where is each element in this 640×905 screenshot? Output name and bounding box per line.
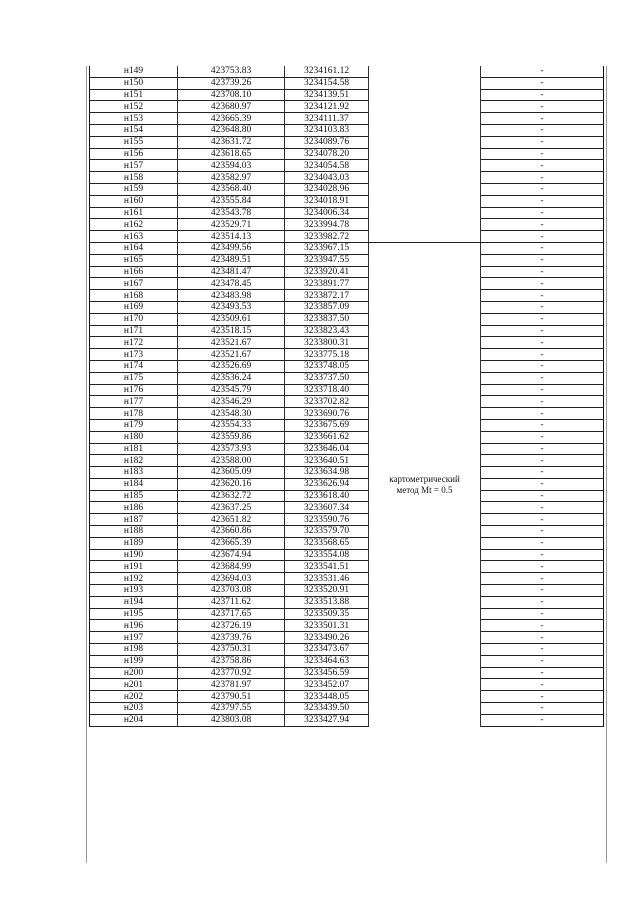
table-row [90,124,604,136]
right-border-line [606,66,607,863]
x-coordinate-cell: 423726.19 [178,620,285,632]
x-coordinate-cell: 423674.94 [178,549,285,561]
method-label-line2: метод Mt = 0.5 [396,484,453,495]
x-coordinate-cell: 423632.72 [178,490,285,502]
table-row [90,77,604,89]
accuracy-cell: - [481,278,604,290]
accuracy-cell: - [481,101,604,113]
y-coordinate-cell: 3233661.62 [285,431,369,443]
x-coordinate-cell: 423770.92 [178,667,285,679]
x-coordinate-cell: 423548.30 [178,408,285,420]
y-coordinate-cell: 3233607.34 [285,502,369,514]
table-row [90,714,604,726]
point-name-cell: н178 [90,408,178,420]
point-name-cell: н153 [90,113,178,125]
accuracy-cell: - [481,66,604,77]
x-coordinate-cell: 423555.84 [178,195,285,207]
point-name-cell: н161 [90,207,178,219]
table-row [90,396,604,408]
point-name-cell: н171 [90,325,178,337]
table-row [90,136,604,148]
point-name-cell: н152 [90,101,178,113]
point-name-cell: н170 [90,313,178,325]
x-coordinate-cell: 423509.61 [178,313,285,325]
y-coordinate-cell: 3233456.59 [285,667,369,679]
table-row [90,337,604,349]
x-coordinate-cell: 423781.97 [178,679,285,691]
table-row [90,620,604,632]
point-name-cell: н191 [90,561,178,573]
table-row [90,514,604,526]
x-coordinate-cell: 423573.93 [178,443,285,455]
accuracy-cell: - [481,691,604,703]
x-coordinate-cell: 423803.08 [178,714,285,726]
accuracy-cell: - [481,372,604,384]
coordinates-table [89,66,604,727]
y-coordinate-cell: 3233857.09 [285,301,369,313]
y-coordinate-cell: 3233501.31 [285,620,369,632]
point-name-cell: н187 [90,514,178,526]
point-name-cell: н160 [90,195,178,207]
accuracy-cell: - [481,596,604,608]
point-name-cell: н177 [90,396,178,408]
table-row [90,101,604,113]
table-row [90,585,604,597]
accuracy-cell: - [481,195,604,207]
table-row [90,455,604,467]
table-row [90,372,604,384]
table-row [90,408,604,420]
y-coordinate-cell: 3234154.58 [285,77,369,89]
accuracy-cell: - [481,148,604,160]
table-row [90,148,604,160]
accuracy-cell: - [481,219,604,231]
y-coordinate-cell: 3234006.34 [285,207,369,219]
accuracy-cell: - [481,408,604,420]
point-name-cell: н163 [90,231,178,243]
accuracy-cell: - [481,396,604,408]
point-name-cell: н200 [90,667,178,679]
table-row [90,526,604,538]
accuracy-cell: - [481,242,604,254]
table-row [90,360,604,372]
x-coordinate-cell: 423521.67 [178,349,285,361]
point-name-cell: н176 [90,384,178,396]
y-coordinate-cell: 3234121.92 [285,101,369,113]
point-name-cell: н186 [90,502,178,514]
y-coordinate-cell: 3233464.63 [285,655,369,667]
x-coordinate-cell: 423499.56 [178,242,285,254]
y-coordinate-cell: 3233702.82 [285,396,369,408]
y-coordinate-cell: 3233579.70 [285,526,369,538]
accuracy-cell: - [481,478,604,490]
accuracy-cell: - [481,349,604,361]
table-row [90,561,604,573]
y-coordinate-cell: 3233737.50 [285,372,369,384]
table-row [90,655,604,667]
point-name-cell: н175 [90,372,178,384]
point-name-cell: н172 [90,337,178,349]
y-coordinate-cell: 3234078.20 [285,148,369,160]
accuracy-cell: - [481,183,604,195]
point-name-cell: н202 [90,691,178,703]
y-coordinate-cell: 3234089.76 [285,136,369,148]
x-coordinate-cell: 423594.03 [178,160,285,172]
table-row [90,419,604,431]
table-row [90,608,604,620]
x-coordinate-cell: 423536.24 [178,372,285,384]
accuracy-cell: - [481,77,604,89]
method-cell [369,242,481,726]
point-name-cell: н162 [90,219,178,231]
accuracy-cell: - [481,667,604,679]
x-coordinate-cell: 423529.71 [178,219,285,231]
y-coordinate-cell: 3233872.17 [285,290,369,302]
point-name-cell: н181 [90,443,178,455]
x-coordinate-cell: 423750.31 [178,644,285,656]
table-row [90,66,604,77]
x-coordinate-cell: 423568.40 [178,183,285,195]
x-coordinate-cell: 423582.97 [178,172,285,184]
x-coordinate-cell: 423711.62 [178,596,285,608]
table-row [90,278,604,290]
x-coordinate-cell: 423739.26 [178,77,285,89]
accuracy-cell: - [481,136,604,148]
y-coordinate-cell: 3233920.41 [285,266,369,278]
point-name-cell: н179 [90,419,178,431]
x-coordinate-cell: 423526.69 [178,360,285,372]
y-coordinate-cell: 3233947.55 [285,254,369,266]
y-coordinate-cell: 3233967.15 [285,242,369,254]
y-coordinate-cell: 3233490.26 [285,632,369,644]
table-row [90,443,604,455]
accuracy-cell: - [481,573,604,585]
point-name-cell: н195 [90,608,178,620]
table-row [90,160,604,172]
x-coordinate-cell: 423481.47 [178,266,285,278]
y-coordinate-cell: 3233509.35 [285,608,369,620]
x-coordinate-cell: 423703.08 [178,585,285,597]
y-coordinate-cell: 3233439.50 [285,703,369,715]
accuracy-cell: - [481,89,604,101]
point-name-cell: н185 [90,490,178,502]
x-coordinate-cell: 423489.51 [178,254,285,266]
accuracy-cell: - [481,254,604,266]
x-coordinate-cell: 423543.78 [178,207,285,219]
point-name-cell: н157 [90,160,178,172]
y-coordinate-cell: 3233634.98 [285,467,369,479]
accuracy-cell: - [481,443,604,455]
point-name-cell: н189 [90,537,178,549]
coordinates-table-body [90,66,604,726]
point-name-cell: н201 [90,679,178,691]
table-row [90,325,604,337]
accuracy-cell: - [481,360,604,372]
y-coordinate-cell: 3233473.67 [285,644,369,656]
accuracy-cell: - [481,124,604,136]
y-coordinate-cell: 3234161.12 [285,66,369,77]
x-coordinate-cell: 423660.86 [178,526,285,538]
y-coordinate-cell: 3233448.05 [285,691,369,703]
accuracy-cell: - [481,608,604,620]
x-coordinate-cell: 423694.03 [178,573,285,585]
accuracy-cell: - [481,266,604,278]
x-coordinate-cell: 423790.51 [178,691,285,703]
accuracy-cell: - [481,514,604,526]
y-coordinate-cell: 3234043.03 [285,172,369,184]
table-row [90,490,604,502]
table-row [90,596,604,608]
point-name-cell: н150 [90,77,178,89]
accuracy-cell: - [481,632,604,644]
x-coordinate-cell: 423605.09 [178,467,285,479]
point-name-cell: н164 [90,242,178,254]
accuracy-cell: - [481,526,604,538]
x-coordinate-cell: 423758.86 [178,655,285,667]
point-name-cell: н151 [90,89,178,101]
point-name-cell: н192 [90,573,178,585]
accuracy-cell: - [481,207,604,219]
point-name-cell: н159 [90,183,178,195]
accuracy-cell: - [481,384,604,396]
y-coordinate-cell: 3233554.08 [285,549,369,561]
y-coordinate-cell: 3233618.40 [285,490,369,502]
table-row [90,703,604,715]
y-coordinate-cell: 3234028.96 [285,183,369,195]
accuracy-cell: - [481,290,604,302]
accuracy-cell: - [481,301,604,313]
accuracy-cell: - [481,490,604,502]
point-name-cell: н183 [90,467,178,479]
point-name-cell: н188 [90,526,178,538]
accuracy-cell: - [481,231,604,243]
x-coordinate-cell: 423708.10 [178,89,285,101]
accuracy-cell: - [481,703,604,715]
x-coordinate-cell: 423514.13 [178,231,285,243]
x-coordinate-cell: 423648.80 [178,124,285,136]
y-coordinate-cell: 3233675.69 [285,419,369,431]
point-name-cell: н180 [90,431,178,443]
point-name-cell: н203 [90,703,178,715]
accuracy-cell: - [481,620,604,632]
point-name-cell: н193 [90,585,178,597]
y-coordinate-cell: 3233748.05 [285,360,369,372]
accuracy-cell: - [481,561,604,573]
y-coordinate-cell: 3233513.88 [285,596,369,608]
x-coordinate-cell: 423545.79 [178,384,285,396]
accuracy-cell: - [481,325,604,337]
x-coordinate-cell: 423637.25 [178,502,285,514]
point-name-cell: н197 [90,632,178,644]
accuracy-cell: - [481,537,604,549]
y-coordinate-cell: 3233626.94 [285,478,369,490]
y-coordinate-cell: 3233520.91 [285,585,369,597]
table-row [90,113,604,125]
x-coordinate-cell: 423546.29 [178,396,285,408]
table-row [90,301,604,313]
point-name-cell: н158 [90,172,178,184]
table-row [90,207,604,219]
y-coordinate-cell: 3233775.18 [285,349,369,361]
table-row [90,290,604,302]
accuracy-cell: - [481,113,604,125]
accuracy-cell: - [481,644,604,656]
table-row [90,384,604,396]
y-coordinate-cell: 3233718.40 [285,384,369,396]
y-coordinate-cell: 3233427.94 [285,714,369,726]
y-coordinate-cell: 3233982.72 [285,231,369,243]
point-name-cell: н198 [90,644,178,656]
x-coordinate-cell: 423797.55 [178,703,285,715]
point-name-cell: н166 [90,266,178,278]
table-row [90,349,604,361]
point-name-cell: н196 [90,620,178,632]
table-row [90,266,604,278]
x-coordinate-cell: 423554.33 [178,419,285,431]
x-coordinate-cell: 423739.76 [178,632,285,644]
y-coordinate-cell: 3233994.78 [285,219,369,231]
x-coordinate-cell: 423684.99 [178,561,285,573]
table-row [90,632,604,644]
accuracy-cell: - [481,313,604,325]
table-row [90,549,604,561]
y-coordinate-cell: 3233531.46 [285,573,369,585]
table-row [90,691,604,703]
point-name-cell: н149 [90,66,178,77]
accuracy-cell: - [481,160,604,172]
point-name-cell: н199 [90,655,178,667]
y-coordinate-cell: 3233800.31 [285,337,369,349]
x-coordinate-cell: 423521.67 [178,337,285,349]
point-name-cell: н156 [90,148,178,160]
accuracy-cell: - [481,502,604,514]
point-name-cell: н184 [90,478,178,490]
table-row [90,431,604,443]
table-row [90,183,604,195]
x-coordinate-cell: 423665.39 [178,537,285,549]
method-label-line1: картометрический [389,473,460,484]
table-row [90,231,604,243]
table-row [90,195,604,207]
table-row [90,254,604,266]
table-row [90,478,604,490]
accuracy-cell: - [481,431,604,443]
table-row [90,679,604,691]
table-row [90,667,604,679]
x-coordinate-cell: 423618.65 [178,148,285,160]
point-name-cell: н194 [90,596,178,608]
point-name-cell: н168 [90,290,178,302]
x-coordinate-cell: 423717.65 [178,608,285,620]
y-coordinate-cell: 3233891.77 [285,278,369,290]
accuracy-cell: - [481,714,604,726]
x-coordinate-cell: 423665.39 [178,113,285,125]
accuracy-cell: - [481,419,604,431]
y-coordinate-cell: 3233690.76 [285,408,369,420]
table-row [90,573,604,585]
x-coordinate-cell: 423680.97 [178,101,285,113]
accuracy-cell: - [481,467,604,479]
accuracy-cell: - [481,585,604,597]
point-name-cell: н155 [90,136,178,148]
table-row [90,89,604,101]
method-cell-top [369,66,481,242]
x-coordinate-cell: 423518.15 [178,325,285,337]
accuracy-cell: - [481,655,604,667]
y-coordinate-cell: 3234103.83 [285,124,369,136]
table-row [90,502,604,514]
x-coordinate-cell: 423620.16 [178,478,285,490]
table-row [90,537,604,549]
x-coordinate-cell: 423631.72 [178,136,285,148]
y-coordinate-cell: 3234139.51 [285,89,369,101]
y-coordinate-cell: 3233837.50 [285,313,369,325]
x-coordinate-cell: 423559.86 [178,431,285,443]
left-border-line [86,66,87,863]
y-coordinate-cell: 3233452.07 [285,679,369,691]
accuracy-cell: - [481,679,604,691]
point-name-cell: н167 [90,278,178,290]
x-coordinate-cell: 423588.00 [178,455,285,467]
point-name-cell: н174 [90,360,178,372]
y-coordinate-cell: 3233590.76 [285,514,369,526]
accuracy-cell: - [481,549,604,561]
x-coordinate-cell: 423651.82 [178,514,285,526]
y-coordinate-cell: 3233640.51 [285,455,369,467]
point-name-cell: н154 [90,124,178,136]
point-name-cell: н204 [90,714,178,726]
y-coordinate-cell: 3234054.58 [285,160,369,172]
point-name-cell: н173 [90,349,178,361]
y-coordinate-cell: 3233541.51 [285,561,369,573]
accuracy-cell: - [481,455,604,467]
x-coordinate-cell: 423753.83 [178,66,285,77]
x-coordinate-cell: 423493.53 [178,301,285,313]
y-coordinate-cell: 3234111.37 [285,113,369,125]
y-coordinate-cell: 3234018.91 [285,195,369,207]
point-name-cell: н190 [90,549,178,561]
table-row [90,313,604,325]
table-row [90,242,604,254]
point-name-cell: н169 [90,301,178,313]
y-coordinate-cell: 3233646.04 [285,443,369,455]
table-row [90,219,604,231]
table-row [90,467,604,479]
table-row [90,644,604,656]
accuracy-cell: - [481,337,604,349]
y-coordinate-cell: 3233568.65 [285,537,369,549]
table-row [90,172,604,184]
x-coordinate-cell: 423483.98 [178,290,285,302]
accuracy-cell: - [481,172,604,184]
point-name-cell: н165 [90,254,178,266]
point-name-cell: н182 [90,455,178,467]
x-coordinate-cell: 423478.45 [178,278,285,290]
y-coordinate-cell: 3233823.43 [285,325,369,337]
